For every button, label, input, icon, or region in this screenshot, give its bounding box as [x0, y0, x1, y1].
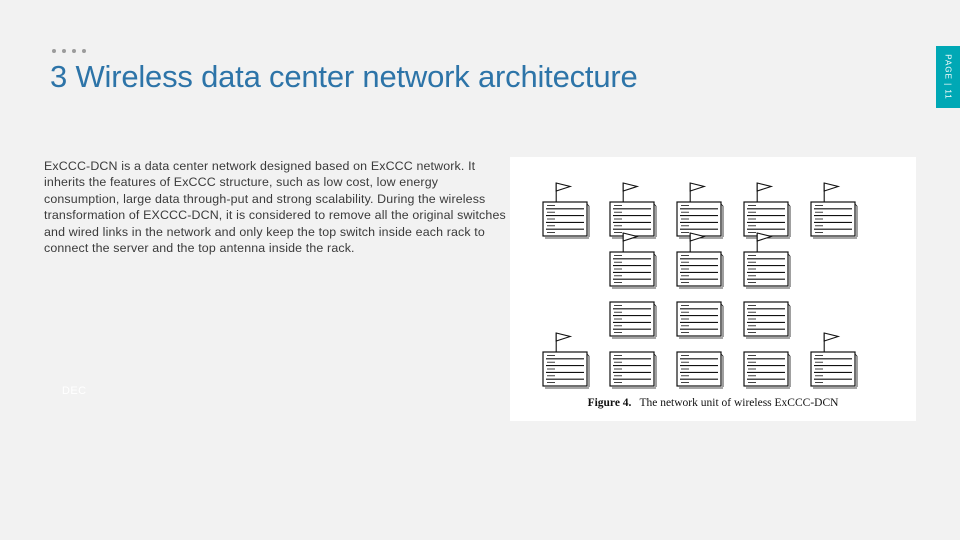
- body-paragraph: ExCCC-DCN is a data center network designed based on ExCCC network. It inherits the features of ExCCC structure, such as low cost, low energy consumption, large data through-put and strong scalability. During the wireless transformation of EXCCC-DCN, it is considered to remove all the original switches and wired links in the network and only keep the top switch inside each rack to connect the server and the top antenna inside the rack.: [44, 159, 506, 256]
- network-diagram: [510, 157, 916, 389]
- figure-caption-label: Figure 4.: [587, 397, 632, 409]
- footer-word: DEC: [62, 385, 87, 397]
- page-number-tab: [936, 46, 960, 108]
- dot-icon: [82, 49, 86, 53]
- figure-panel: [510, 157, 916, 421]
- page-title: 3 Wireless data center network architecture: [50, 59, 638, 94]
- dot-icon: [62, 49, 66, 53]
- page-number-label: PAGE | 11: [943, 54, 953, 100]
- dot-icon: [52, 49, 56, 53]
- dot-icon: [72, 49, 76, 53]
- figure-caption-text: The network unit of wireless ExCCC-DCN: [639, 397, 839, 409]
- decorative-dots: [52, 49, 86, 53]
- figure-caption: [510, 397, 916, 409]
